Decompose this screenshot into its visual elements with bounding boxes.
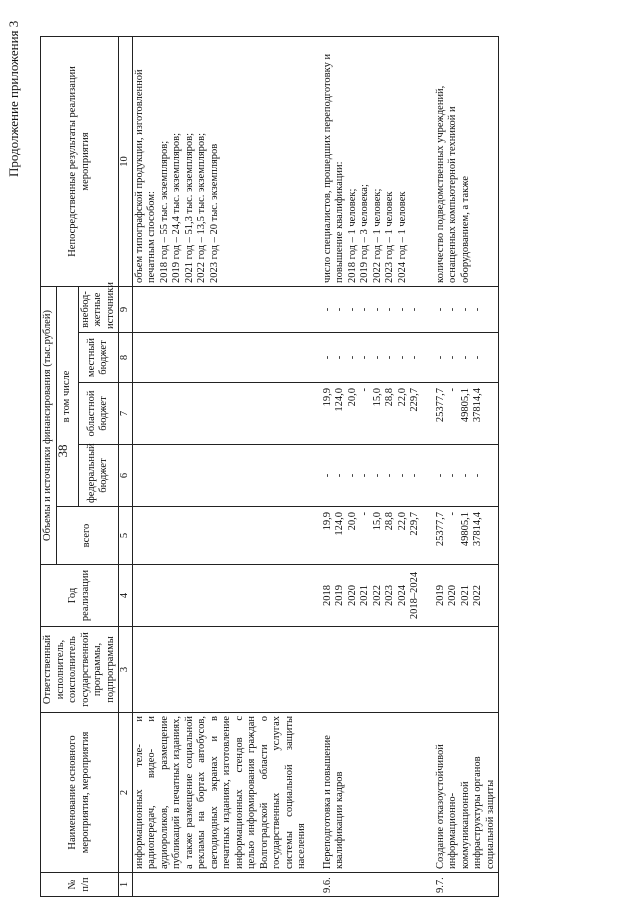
- federal-funding: - - - -: [434, 445, 499, 507]
- table-row: [321, 36, 434, 896]
- direct-result: число специалистов, прошедших переподготовку и повышение квалификации: 2018 год – 1 человек; 2019 год – 3 человека; 2022 год – 1 человек; 2023 год – 1 человек 2024 год – 1 человек: [321, 36, 434, 286]
- federal-funding: [132, 445, 321, 507]
- column-index: 1: [119, 873, 133, 897]
- row-number: 9.7.: [434, 873, 499, 897]
- header-executor: Ответственный исполнитель, соисполнитель государственной программы, подпрограммы: [41, 627, 119, 713]
- column-index: 8: [119, 333, 133, 383]
- federal-funding: - - - - - - - -: [321, 445, 434, 507]
- extrabudgetary-funding: [132, 286, 321, 332]
- extrabudgetary-funding: - - - -: [434, 286, 499, 332]
- header-direct-results: Непосредственные результаты реализации мероприятия: [41, 36, 119, 286]
- program-table-container: [40, 17, 540, 897]
- column-index: 9: [119, 286, 133, 332]
- total-funding: 25377,7 - 49805,1 37814,4: [434, 507, 499, 565]
- row-number: 9.6.: [321, 873, 434, 897]
- executor: [132, 627, 321, 713]
- direct-result: количество подведомственных учреждений, оснащенных компьютерной техникой и оборудованием, а также: [434, 36, 499, 286]
- local-funding: - - - -: [434, 333, 499, 383]
- executor: [321, 627, 434, 713]
- activity-name: информационных теле- и радиопередач, видео- и аудиороликов, размещение публикаций в печатных изданиях, а также размещение социальной рекламы на бортах автобусов, светодиодных экранах и в печатных изданиях, изготовление информационных стендов с целью информирования граждан Волгоградской области о государственных услугах системы социальной защиты населения: [132, 713, 321, 873]
- header-total: всего: [56, 507, 119, 565]
- page-number: 38: [55, 444, 70, 458]
- years: [132, 565, 321, 627]
- activity-name: Создание отказоустойчивой информационно-коммуникационной инфраструктуры органов социальной защиты: [434, 713, 499, 873]
- column-index: 4: [119, 565, 133, 627]
- total-funding: [132, 507, 321, 565]
- years: 2018 2019 2020 2021 2022 2023 2024 2018–2024: [321, 565, 434, 627]
- appendix-title: Продолжение приложения 3: [6, 20, 21, 177]
- header-extrabudgetary: внебюд-жетные источники: [78, 286, 119, 332]
- column-index: 7: [119, 383, 133, 445]
- column-index: 2: [119, 713, 133, 873]
- activity-name: Переподготовка и повышение квалификации кадров: [321, 713, 434, 873]
- total-funding: 19,9 124,0 20,0 - 15,0 28,8 22,0 229,7: [321, 507, 434, 565]
- row-number: [132, 873, 321, 897]
- header-activity-name: Наименование основного мероприятия, мероприятия: [41, 713, 119, 873]
- local-funding: - - - - - - - -: [321, 333, 434, 383]
- program-activities-table: [40, 36, 499, 897]
- column-index: 6: [119, 445, 133, 507]
- header-regional-budget: областной бюджет: [78, 383, 119, 445]
- header-funding-volumes: Объемы и источники финансирования (тыс.рублей): [41, 286, 57, 564]
- column-index: 10: [119, 36, 133, 286]
- column-index: 3: [119, 627, 133, 713]
- header-number: № п/п: [41, 873, 119, 897]
- header-including: в том числе: [56, 286, 78, 506]
- regional-funding: 25377,7 - 49805,1 37814,4: [434, 383, 499, 445]
- regional-funding: 19,9 124,0 20,0 - 15,0 28,8 22,0 229,7: [321, 383, 434, 445]
- table-row: [434, 36, 499, 896]
- direct-result: объем типографской продукции, изготовленной печатным способом: 2018 год – 55 тыс. экземпляров; 2019 год – 24,4 тыс. экземпляров; 2021 год – 51,3 тыс. экземпляров; 2022 год – 13,5 тыс. экземпляров; 2023 год – 20 тыс. экземпляров: [132, 36, 321, 286]
- years: 2019 2020 2021 2022: [434, 565, 499, 627]
- local-funding: [132, 333, 321, 383]
- header-year: Год реализации: [41, 565, 119, 627]
- regional-funding: [132, 383, 321, 445]
- column-index-row: [119, 36, 133, 896]
- header-federal-budget: федеральный бюджет: [78, 445, 119, 507]
- executor: [434, 627, 499, 713]
- column-index: 5: [119, 507, 133, 565]
- extrabudgetary-funding: - - - - - - - -: [321, 286, 434, 332]
- header-local-budget: местный бюджет: [78, 333, 119, 383]
- table-row: [132, 36, 321, 896]
